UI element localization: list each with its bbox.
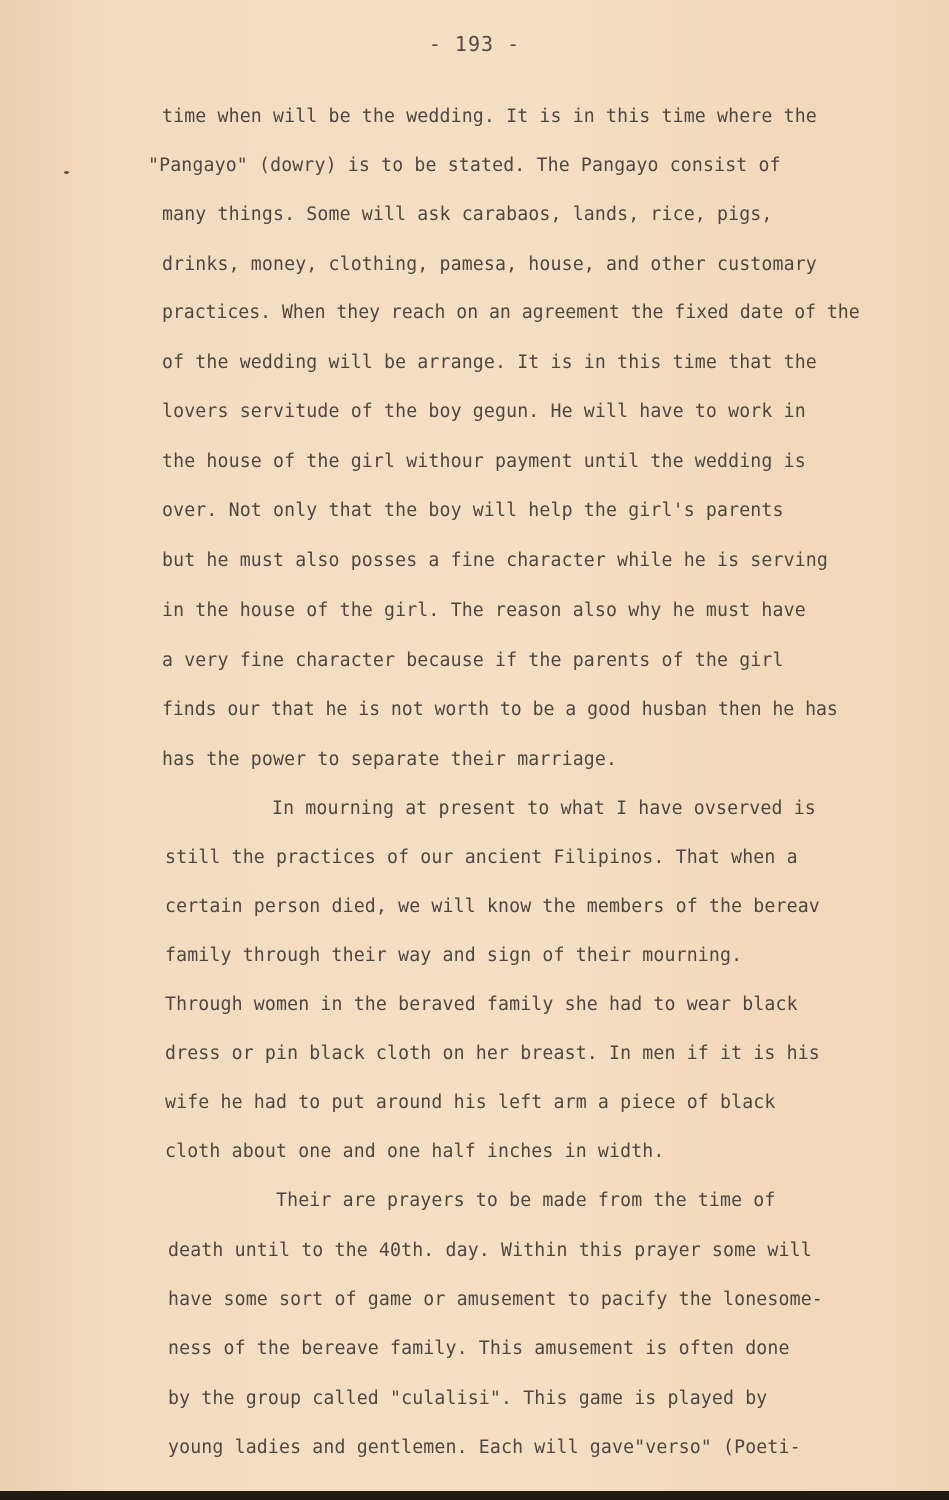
text-line: finds our that he is not worth to be a good husban then he has [162,699,838,720]
text-line: certain person died, we will know the members of the bereav [165,896,820,917]
text-line: wife he had to put around his left arm a piece of black [165,1092,776,1113]
scan-bottom-edge [0,1491,949,1500]
text-line: cloth about one and one half inches in width. [165,1141,665,1162]
text-line: by the group called "culalisi". This game is played by [168,1388,768,1409]
text-line: has the power to separate their marriage. [162,749,618,770]
text-line: many things. Some will ask carabaos, lands, rice, pigs, [162,204,773,225]
text-line: dress or pin black cloth on her breast. In men if it is his [165,1043,820,1064]
text-line: Through women in the beraved family she had to wear black [165,994,798,1015]
text-line: ness of the bereave family. This amusement is often done [168,1338,790,1359]
ink-speck [64,171,69,174]
text-line: but he must also posses a fine character while he is serving [162,550,828,571]
text-line: In mourning at present to what I have ovserved is [272,798,816,819]
text-line: in the house of the girl. The reason also why he must have [162,600,806,621]
text-line: a very fine character because if the parents of the girl [162,650,784,671]
page-number: - 193 - [428,32,521,56]
text-line: "Pangayo" (dowry) is to be stated. The Pangayo consist of [148,155,781,176]
text-line: still the practices of our ancient Filipinos. That when a [165,847,798,868]
text-line: have some sort of game or amusement to pacify the lonesome- [168,1289,823,1310]
text-line: the house of the girl withour payment until the wedding is [162,451,806,472]
text-line: Their are prayers to be made from the time of [276,1190,776,1211]
text-line: practices. When they reach on an agreement the fixed date of the [162,302,860,323]
text-line: of the wedding will be arrange. It is in this time that the [162,352,817,373]
text-line: young ladies and gentlemen. Each will gave"verso" (Poeti- [168,1437,801,1458]
text-line: death until to the 40th. day. Within this prayer some will [168,1240,812,1261]
text-line: time when will be the wedding. It is in this time where the [162,106,817,127]
text-line: family through their way and sign of their mourning. [165,945,743,966]
text-line: drinks, money, clothing, pamesa, house, and other customary [162,254,817,275]
text-line: lovers servitude of the boy gegun. He will have to work in [162,401,806,422]
text-line: over. Not only that the boy will help the girl's parents [162,500,784,521]
